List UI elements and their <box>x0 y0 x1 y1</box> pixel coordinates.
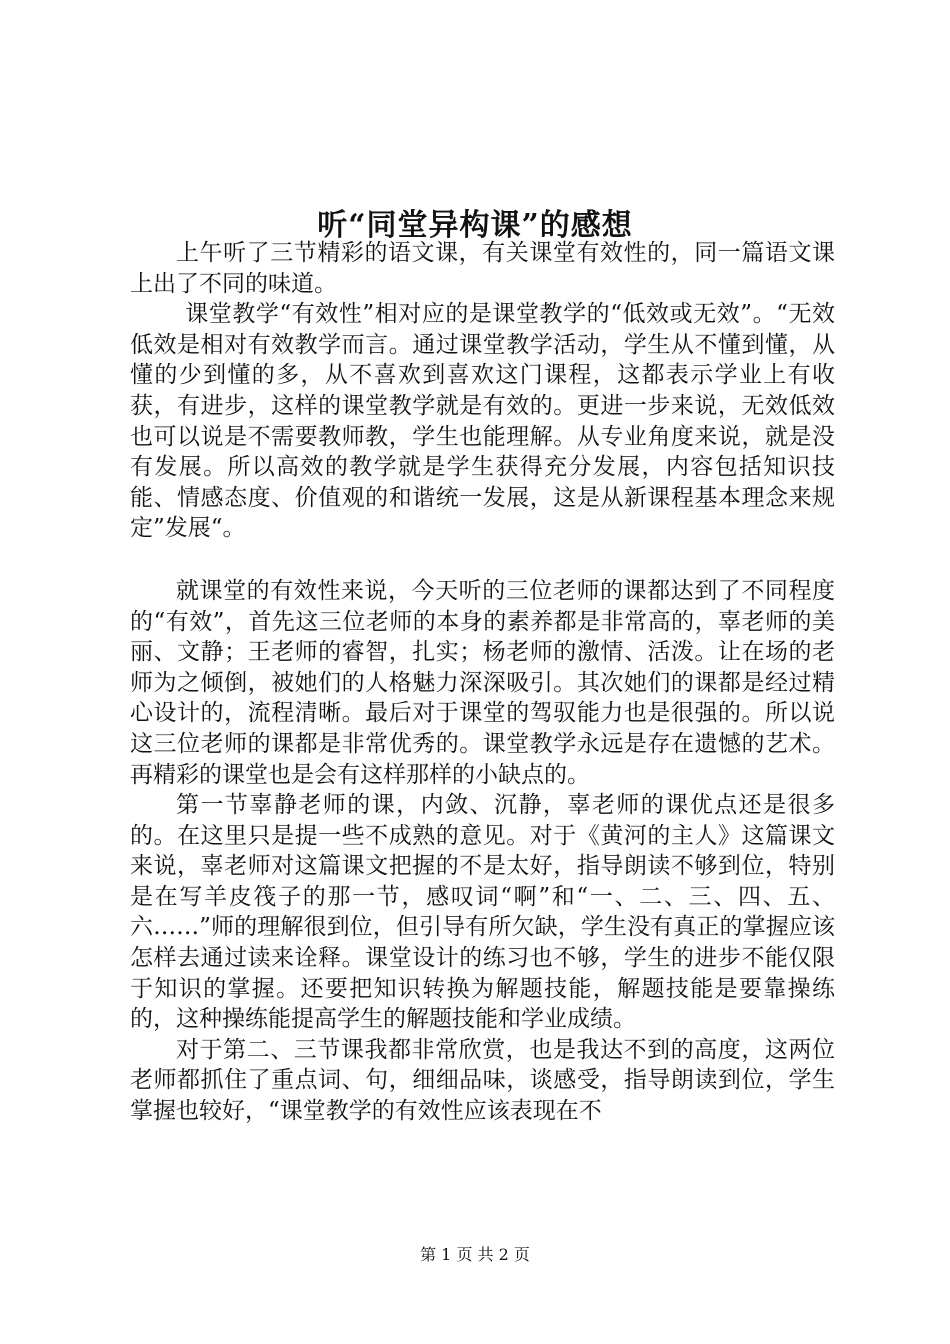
page-footer: 第 1 页 共 2 页 <box>420 1245 530 1264</box>
page-title: 听“同堂异构课”的感想 <box>317 208 633 244</box>
paragraph-intro: 上午听了三节精彩的语文课，有关课堂有效性的，同一篇语文课上出了不同的味道。 <box>130 240 835 297</box>
paragraph-gap <box>130 544 835 576</box>
paragraph-three-teachers: 就课堂的有效性来说，今天听的三位老师的课都达到了不同程度的“有效”，首先这三位老师的本身的素养都是非常高的，辜老师的美丽、文静；王老师的睿智，扎实；杨老师的激情、活泼。让在场的老师为之倾倒，被她们的人格魅力深深吸引。其次她们的课都是经过精心设计的，流程清晰。最后对于课堂的驾驭能力也是很强的。所以说这三位老师的课都是非常优秀的。课堂教学永远是存在遗憾的艺术。再精彩的课堂也是会有这样那样的小缺点的。 <box>130 577 835 788</box>
document-body <box>130 238 835 1127</box>
paragraph-first-lesson: 第一节辜静老师的课，内敛、沉静，辜老师的课优点还是很多的。在这里只是提一些不成熟的意见。对于《黄河的主人》这篇课文来说，辜老师对这篇课文把握的不是太好，指导朗读不够到位，特别是在写羊皮筏子的那一节，感叹词“啊”和“一、二、三、四、五、六……”师的理解很到位，但引导有所欠缺，学生没有真正的掌握应该怎样去通过读来诠释。课堂设计的练习也不够，学生的进步不能仅限于知识的掌握。还要把知识转换为解题技能，解题技能是要靠操练的，这种操练能提高学生的解题技能和学业成绩。 <box>130 792 835 1033</box>
paragraph-effectiveness-definition: 课堂教学“有效性”相对应的是课堂教学的“低效或无效”。“无效低效是相对有效教学而言。通过课堂教学活动，学生从不懂到懂，从懂的少到懂的多，从不喜欢到喜欢这门课程，这都表示学业上有收获，有进步，这样的课堂教学就是有效的。更进一步来说，无效低效也可以说是不需要教师教，学生也能理解。从专业角度来说，就是没有发展。所以高效的教学就是学生获得充分发展，内容包括知识技能、情感态度、价值观的和谐统一发展，这是从新课程基本理念来规定”发展“。 <box>130 301 835 542</box>
paragraph-second-third-lessons: 对于第二、三节课我都非常欣赏，也是我达不到的高度，这两位老师都抓住了重点词、句，细细品味，谈感受，指导朗读到位，学生掌握也较好，“课堂教学的有效性应该表现在不 <box>130 1036 835 1125</box>
